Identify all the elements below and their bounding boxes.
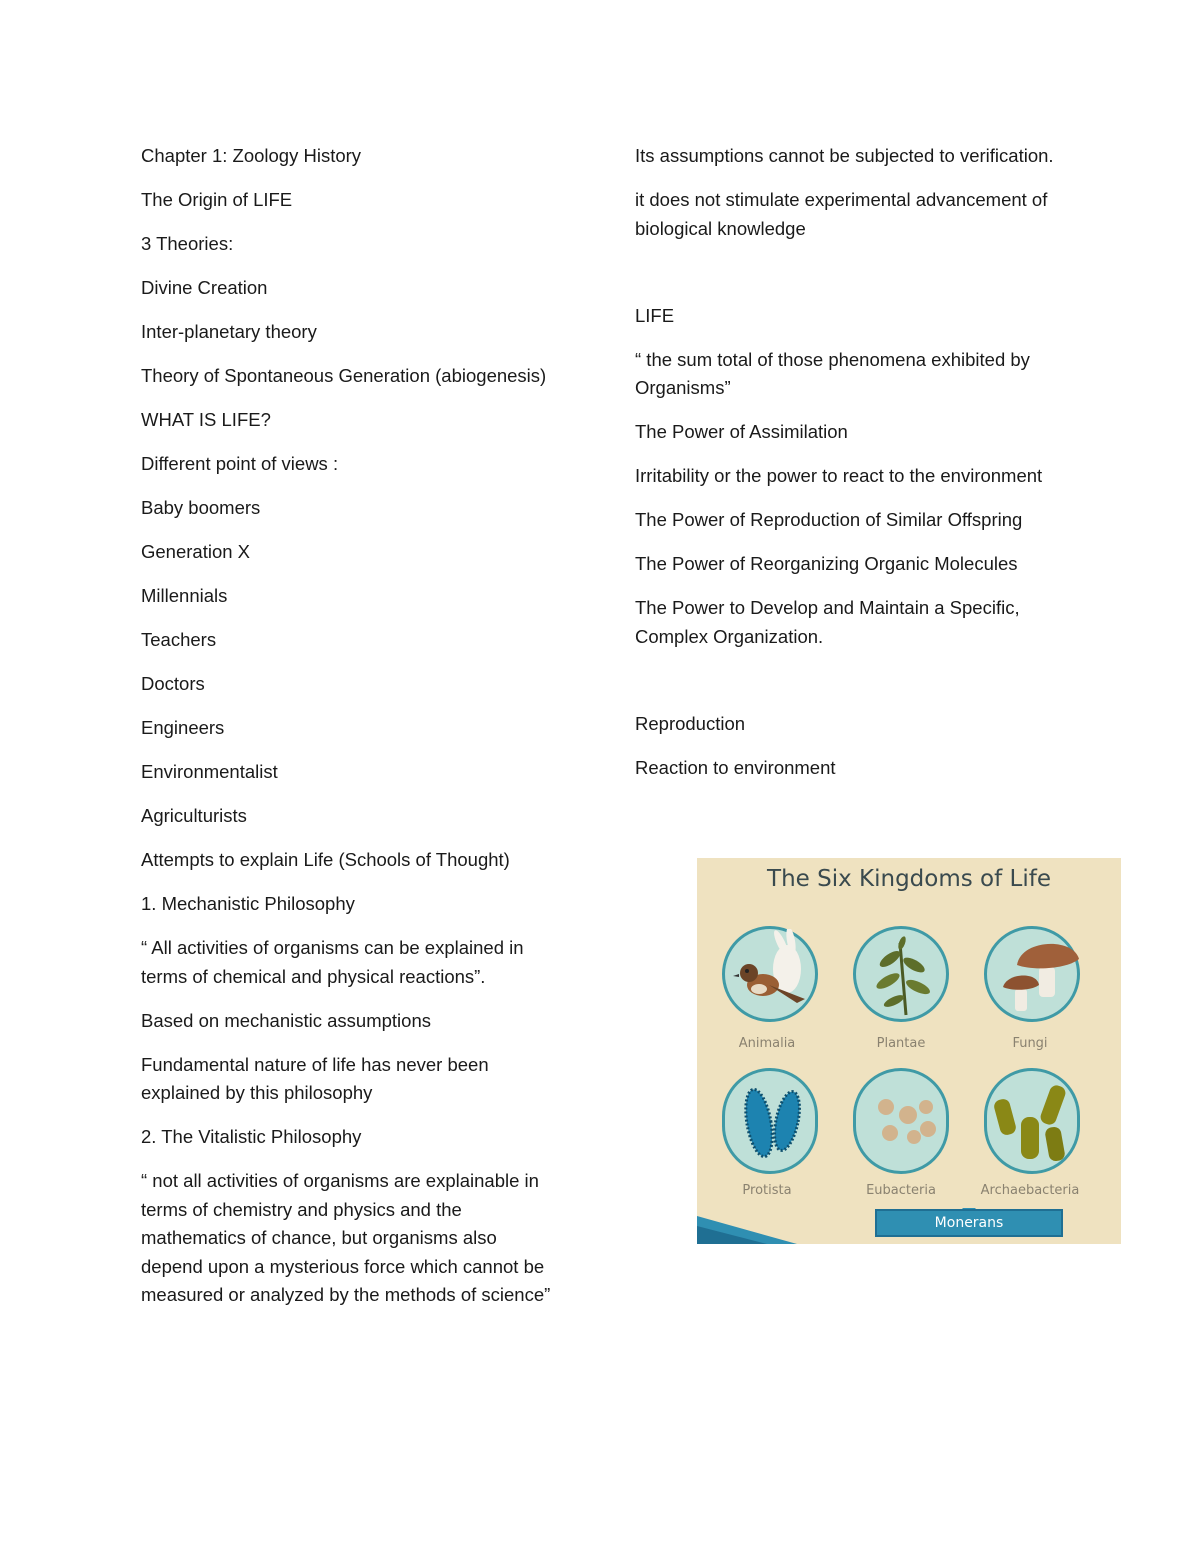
plantae-circle xyxy=(853,926,949,1022)
list-item: Reproduction xyxy=(635,712,746,734)
kingdom-label: Fungi xyxy=(1012,1036,1048,1051)
kingdom-label: Archaebacteria xyxy=(980,1183,1080,1198)
kingdom-label: Eubacteria xyxy=(866,1183,936,1198)
text-paragraph: Fundamental nature of life has never been explained by this philosophy xyxy=(141,1053,489,1103)
list-item: The Power to Develop and Maintain a Specific, Complex Organization. xyxy=(635,597,1020,647)
list-item: Teachers xyxy=(141,629,217,650)
fungi-circle xyxy=(984,926,1080,1022)
text-line: Inter-planetary theory xyxy=(141,321,317,342)
section-heading: Attempts to explain Life (Schools of Thought) xyxy=(141,849,510,870)
list-item: The Power of Assimilation xyxy=(635,421,848,442)
quote-paragraph: “ All activities of organisms can be explained in terms of chemical and physical reactions”. xyxy=(141,937,524,987)
list-item: Generation X xyxy=(141,541,251,562)
text-line: Theory of Spontaneous Generation (abiogenesis) xyxy=(141,365,547,386)
text-paragraph: it does not stimulate experimental advancement of biological knowledge xyxy=(635,189,1048,239)
bird-rabbit-icon xyxy=(725,929,821,1025)
archaebacteria-circle xyxy=(984,1068,1080,1174)
kingdom-label: Animalia xyxy=(738,1036,796,1051)
chapter-title: Chapter 1: Zoology History xyxy=(141,145,362,166)
eubacteria-icon xyxy=(856,1071,952,1177)
figure-title: The Six Kingdoms of Life xyxy=(767,866,1051,892)
list-item: Engineers xyxy=(141,717,225,738)
kingdom-label: Plantae xyxy=(876,1036,926,1051)
text-line: Divine Creation xyxy=(141,277,268,298)
text-line: Different point of views : xyxy=(141,453,339,474)
list-item: Environmentalist xyxy=(141,761,278,782)
list-item: Baby boomers xyxy=(141,497,261,518)
mushroom-icon xyxy=(987,929,1083,1025)
text-line: 3 Theories: xyxy=(141,233,234,254)
section-heading: WHAT IS LIFE? xyxy=(141,409,271,430)
kingdom-label: Protista xyxy=(742,1183,792,1198)
six-kingdoms-figure xyxy=(697,858,1121,1244)
list-item: The Power of Reproduction of Similar Offspring xyxy=(635,509,1023,530)
list-item: Reaction to environment xyxy=(635,756,836,778)
blank-line xyxy=(635,667,1065,710)
blank-line xyxy=(635,259,1065,302)
text-line: 2. The Vitalistic Philosophy xyxy=(141,1126,362,1147)
archaebacteria-icon xyxy=(987,1071,1083,1177)
quote-paragraph: “ the sum total of those phenomena exhibited by Organisms” xyxy=(635,348,1030,398)
list-item: Irritability or the power to react to the environment xyxy=(635,465,1043,486)
plant-icon xyxy=(856,929,952,1025)
list-item: The Power of Reorganizing Organic Molecules xyxy=(635,553,1018,574)
right-column xyxy=(635,142,1065,798)
monerans-label: Monerans xyxy=(875,1209,1063,1237)
text-line: 1. Mechanistic Philosophy xyxy=(141,893,355,914)
text-paragraph: Its assumptions cannot be subjected to verification. xyxy=(635,145,1054,166)
protist-icon xyxy=(725,1071,821,1177)
protista-circle xyxy=(722,1068,818,1174)
list-item: Millennials xyxy=(141,585,228,606)
text-line: Based on mechanistic assumptions xyxy=(141,1009,431,1031)
section-heading: The Origin of LIFE xyxy=(141,189,293,210)
section-heading: LIFE xyxy=(635,304,675,326)
left-column xyxy=(141,142,561,1325)
quote-paragraph: “ not all activities of organisms are explainable in terms of chemistry and physics and the mathematics of chance, but organisms also depend upon a mysterious force which cannot be measured or analyzed by the methods of science” xyxy=(141,1170,551,1305)
animalia-circle xyxy=(722,926,818,1022)
list-item: Agriculturists xyxy=(141,805,247,826)
eubacteria-circle xyxy=(853,1068,949,1174)
list-item: Doctors xyxy=(141,673,205,694)
